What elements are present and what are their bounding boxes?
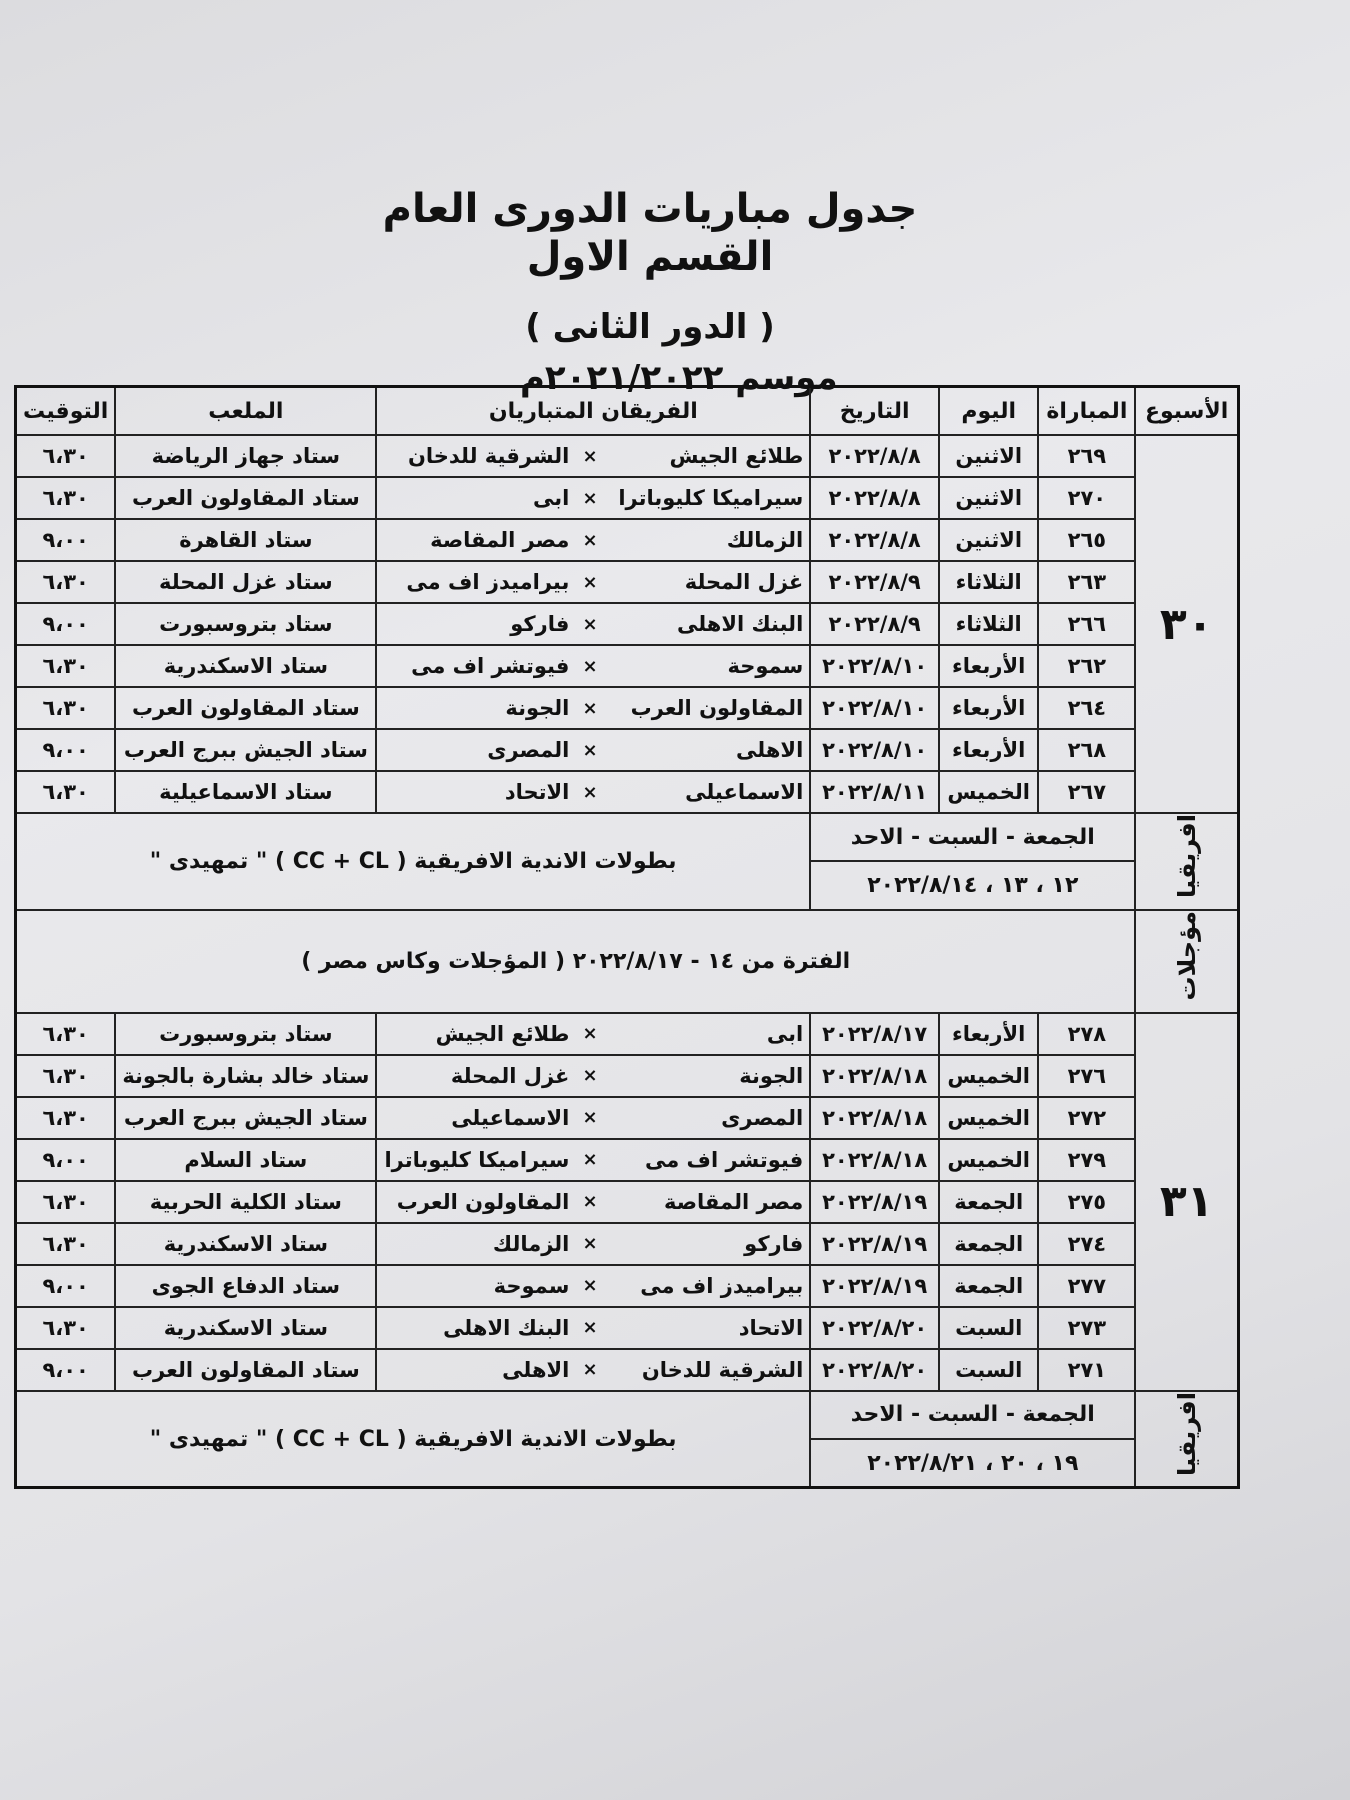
home-team: المصرى: [605, 1097, 810, 1139]
home-team: سموحة: [605, 645, 810, 687]
week-30-africa: [16, 813, 1239, 910]
match-number: ٢٧٨: [1038, 1013, 1135, 1055]
postponed-label: مؤجلات: [1172, 910, 1201, 1001]
kickoff-time: ٩،٠٠: [16, 1265, 116, 1307]
header-date: التاريخ: [810, 387, 939, 436]
header-match: المباراة: [1038, 387, 1135, 436]
match-date: ٢٠٢٢/٨/٨: [810, 519, 939, 561]
match-row: [16, 1097, 1239, 1139]
match-number: ٢٦٦: [1038, 603, 1135, 645]
versus-mark: ×: [575, 1307, 604, 1349]
match-date: ٢٠٢٢/٨/١٩: [810, 1223, 939, 1265]
home-team: فاركو: [605, 1223, 810, 1265]
home-team: الزمالك: [605, 519, 810, 561]
stadium: ستاد الكلية الحربية: [115, 1181, 376, 1223]
match-day: السبت: [939, 1307, 1038, 1349]
versus-mark: ×: [575, 1013, 604, 1055]
match-date: ٢٠٢٢/٨/٨: [810, 477, 939, 519]
match-number: ٢٦٨: [1038, 729, 1135, 771]
kickoff-time: ٦،٣٠: [16, 1181, 116, 1223]
match-day: الاثنين: [939, 519, 1038, 561]
kickoff-time: ٦،٣٠: [16, 477, 116, 519]
versus-mark: ×: [575, 603, 604, 645]
away-team: الزمالك: [376, 1223, 575, 1265]
week-number: ٣١: [1135, 1013, 1238, 1391]
match-day: الاثنين: [939, 435, 1038, 477]
match-row: [16, 435, 1239, 477]
home-team: الاهلى: [605, 729, 810, 771]
home-team: الاسماعيلى: [605, 771, 810, 813]
season-label: موسم ٢٠٢١/٢٠٢٢م: [520, 358, 838, 398]
kickoff-time: ٩،٠٠: [16, 729, 116, 771]
match-day: الخميس: [939, 771, 1038, 813]
match-row: [16, 1223, 1239, 1265]
match-number: ٢٧٩: [1038, 1139, 1135, 1181]
away-team: فيوتشر اف مى: [376, 645, 575, 687]
home-team: الجونة: [605, 1055, 810, 1097]
versus-mark: ×: [575, 561, 604, 603]
africa-dates: ١٢ ، ١٣ ، ٢٠٢٢/٨/١٤: [810, 861, 1135, 909]
stadium: ستاد الجيش ببرج العرب: [115, 1097, 376, 1139]
away-team: الاتحاد: [376, 771, 575, 813]
match-date: ٢٠٢٢/٨/١١: [810, 771, 939, 813]
versus-mark: ×: [575, 519, 604, 561]
match-date: ٢٠٢٢/٨/١٩: [810, 1265, 939, 1307]
away-team: الجونة: [376, 687, 575, 729]
match-day: الخميس: [939, 1097, 1038, 1139]
match-row: [16, 687, 1239, 729]
match-number: ٢٧٠: [1038, 477, 1135, 519]
versus-mark: ×: [575, 1097, 604, 1139]
postponed-row: [16, 910, 1239, 1013]
kickoff-time: ٦،٣٠: [16, 1013, 116, 1055]
match-date: ٢٠٢٢/٨/١٠: [810, 687, 939, 729]
round-subtitle: ( الدور الثانى ): [525, 307, 775, 347]
kickoff-time: ٦،٣٠: [16, 1223, 116, 1265]
match-number: ٢٧٥: [1038, 1181, 1135, 1223]
match-number: ٢٦٩: [1038, 435, 1135, 477]
kickoff-time: ٦،٣٠: [16, 645, 116, 687]
match-date: ٢٠٢٢/٨/٩: [810, 603, 939, 645]
versus-mark: ×: [575, 729, 604, 771]
match-day: الجمعة: [939, 1265, 1038, 1307]
match-number: ٢٦٤: [1038, 687, 1135, 729]
versus-mark: ×: [575, 1055, 604, 1097]
stadium: ستاد الاسكندرية: [115, 1223, 376, 1265]
match-date: ٢٠٢٢/٨/١٩: [810, 1181, 939, 1223]
versus-mark: ×: [575, 1265, 604, 1307]
match-row: [16, 1307, 1239, 1349]
home-team: سيراميكا كليوباترا: [605, 477, 810, 519]
kickoff-time: ٩،٠٠: [16, 1349, 116, 1391]
away-team: فاركو: [376, 603, 575, 645]
header-stadium: الملعب: [115, 387, 376, 436]
away-team: البنك الاهلى: [376, 1307, 575, 1349]
stadium: ستاد جهاز الرياضة: [115, 435, 376, 477]
match-number: ٢٦٥: [1038, 519, 1135, 561]
match-date: ٢٠٢٢/٨/٢٠: [810, 1349, 939, 1391]
match-row: [16, 603, 1239, 645]
africa-row: [16, 813, 1239, 861]
versus-mark: ×: [575, 645, 604, 687]
header-day: اليوم: [939, 387, 1038, 436]
schedule-table: [14, 385, 1240, 1489]
match-day: الخميس: [939, 1055, 1038, 1097]
versus-mark: ×: [575, 1349, 604, 1391]
match-date: ٢٠٢٢/٨/١٠: [810, 729, 939, 771]
away-team: غزل المحلة: [376, 1055, 575, 1097]
postponed-label-cell: [1135, 910, 1238, 1013]
africa-label: افريقيا: [1172, 814, 1201, 898]
home-team: طلائع الجيش: [605, 435, 810, 477]
match-number: ٢٧٤: [1038, 1223, 1135, 1265]
stadium: ستاد المقاولون العرب: [115, 687, 376, 729]
away-team: المصرى: [376, 729, 575, 771]
match-day: الثلاثاء: [939, 603, 1038, 645]
match-row: [16, 1055, 1239, 1097]
home-team: المقاولون العرب: [605, 687, 810, 729]
home-team: الاتحاد: [605, 1307, 810, 1349]
header-time: التوقيت: [16, 387, 116, 436]
header-week: الأسبوع: [1135, 387, 1238, 436]
away-team: الاسماعيلى: [376, 1097, 575, 1139]
away-team: ابى: [376, 477, 575, 519]
week-30-body: [16, 435, 1239, 813]
africa-row: [16, 1391, 1239, 1439]
stadium: ستاد الاسكندرية: [115, 1307, 376, 1349]
header-row: [16, 387, 1239, 436]
match-date: ٢٠٢٢/٨/٢٠: [810, 1307, 939, 1349]
stadium: ستاد القاهرة: [115, 519, 376, 561]
kickoff-time: ٩،٠٠: [16, 603, 116, 645]
home-team: ابى: [605, 1013, 810, 1055]
stadium: ستاد المقاولون العرب: [115, 477, 376, 519]
match-row: [16, 561, 1239, 603]
week-number: ٣٠: [1135, 435, 1238, 813]
match-day: الأربعاء: [939, 687, 1038, 729]
match-number: ٢٦٢: [1038, 645, 1135, 687]
kickoff-time: ٦،٣٠: [16, 561, 116, 603]
match-row: [16, 519, 1239, 561]
away-team: الشرقية للدخان: [376, 435, 575, 477]
stadium: ستاد السلام: [115, 1139, 376, 1181]
match-row: [16, 771, 1239, 813]
kickoff-time: ٦،٣٠: [16, 771, 116, 813]
match-number: ٢٦٧: [1038, 771, 1135, 813]
match-date: ٢٠٢٢/٨/٨: [810, 435, 939, 477]
week-31-body: [16, 1013, 1239, 1391]
match-number: ٢٧١: [1038, 1349, 1135, 1391]
postponed-text: الفترة من ١٤ - ٢٠٢٢/٨/١٧ ( المؤجلات وكاس مصر ): [16, 910, 1136, 1013]
kickoff-time: ٩،٠٠: [16, 519, 116, 561]
home-team: البنك الاهلى: [605, 603, 810, 645]
versus-mark: ×: [575, 771, 604, 813]
africa-note: بطولات الاندية الافريقية ( CC + CL ) " تمهيدى ": [16, 1391, 811, 1488]
versus-mark: ×: [575, 477, 604, 519]
match-row: [16, 1181, 1239, 1223]
versus-mark: ×: [575, 1223, 604, 1265]
match-date: ٢٠٢٢/٨/٩: [810, 561, 939, 603]
away-team: سيراميكا كليوباترا: [376, 1139, 575, 1181]
away-team: الاهلى: [376, 1349, 575, 1391]
stadium: ستاد غزل المحلة: [115, 561, 376, 603]
stadium: ستاد خالد بشارة بالجونة: [115, 1055, 376, 1097]
stadium: ستاد الاسماعيلية: [115, 771, 376, 813]
match-day: الجمعة: [939, 1181, 1038, 1223]
kickoff-time: ٦،٣٠: [16, 1307, 116, 1349]
match-row: [16, 1349, 1239, 1391]
stadium: ستاد الجيش ببرج العرب: [115, 729, 376, 771]
match-date: ٢٠٢٢/٨/١٠: [810, 645, 939, 687]
away-team: سموحة: [376, 1265, 575, 1307]
match-row: [16, 1265, 1239, 1307]
kickoff-time: ٩،٠٠: [16, 1139, 116, 1181]
match-day: الاثنين: [939, 477, 1038, 519]
match-date: ٢٠٢٢/٨/١٨: [810, 1097, 939, 1139]
versus-mark: ×: [575, 1181, 604, 1223]
match-number: ٢٧٣: [1038, 1307, 1135, 1349]
match-day: الأربعاء: [939, 1013, 1038, 1055]
match-number: ٢٧٦: [1038, 1055, 1135, 1097]
match-number: ٢٧٧: [1038, 1265, 1135, 1307]
title-block: [350, 185, 950, 383]
match-row: [16, 729, 1239, 771]
match-day: الأربعاء: [939, 645, 1038, 687]
match-date: ٢٠٢٢/٨/١٨: [810, 1055, 939, 1097]
stadium: ستاد الدفاع الجوى: [115, 1265, 376, 1307]
match-day: السبت: [939, 1349, 1038, 1391]
africa-days: الجمعة - السبت - الاحد: [810, 813, 1135, 861]
match-day: الجمعة: [939, 1223, 1038, 1265]
match-day: الأربعاء: [939, 729, 1038, 771]
kickoff-time: ٦،٣٠: [16, 1097, 116, 1139]
africa-label-cell: [1135, 813, 1238, 910]
week-31-africa: [16, 1391, 1239, 1488]
match-row: [16, 645, 1239, 687]
match-day: الثلاثاء: [939, 561, 1038, 603]
versus-mark: ×: [575, 687, 604, 729]
home-team: مصر المقاصة: [605, 1181, 810, 1223]
match-row: [16, 477, 1239, 519]
away-team: مصر المقاصة: [376, 519, 575, 561]
africa-note: بطولات الاندية الافريقية ( CC + CL ) " تمهيدى ": [16, 813, 811, 910]
kickoff-time: ٦،٣٠: [16, 435, 116, 477]
header-teams: الفريقان المتباريان: [376, 387, 810, 436]
postponed-section: [16, 910, 1239, 1013]
match-number: ٢٧٢: [1038, 1097, 1135, 1139]
stadium: ستاد المقاولون العرب: [115, 1349, 376, 1391]
versus-mark: ×: [575, 435, 604, 477]
africa-label: افريقيا: [1172, 1391, 1201, 1476]
match-row: [16, 1013, 1239, 1055]
home-team: غزل المحلة: [605, 561, 810, 603]
home-team: فيوتشر اف مى: [605, 1139, 810, 1181]
stadium: ستاد بتروسبورت: [115, 603, 376, 645]
away-team: المقاولون العرب: [376, 1181, 575, 1223]
away-team: بيراميدز اف مى: [376, 561, 575, 603]
versus-mark: ×: [575, 1139, 604, 1181]
match-date: ٢٠٢٢/٨/١٧: [810, 1013, 939, 1055]
kickoff-time: ٦،٣٠: [16, 687, 116, 729]
match-number: ٢٦٣: [1038, 561, 1135, 603]
match-date: ٢٠٢٢/٨/١٨: [810, 1139, 939, 1181]
away-team: طلائع الجيش: [376, 1013, 575, 1055]
main-title: جدول مباريات الدورى العام القسم الاول: [382, 186, 918, 280]
match-row: [16, 1139, 1239, 1181]
home-team: الشرقية للدخان: [605, 1349, 810, 1391]
stadium: ستاد الاسكندرية: [115, 645, 376, 687]
home-team: بيراميدز اف مى: [605, 1265, 810, 1307]
africa-dates: ١٩ ، ٢٠ ، ٢٠٢٢/٨/٢١: [810, 1439, 1135, 1488]
match-day: الخميس: [939, 1139, 1038, 1181]
stadium: ستاد بتروسبورت: [115, 1013, 376, 1055]
africa-days: الجمعة - السبت - الاحد: [810, 1391, 1135, 1439]
africa-label-cell: [1135, 1391, 1238, 1488]
kickoff-time: ٦،٣٠: [16, 1055, 116, 1097]
